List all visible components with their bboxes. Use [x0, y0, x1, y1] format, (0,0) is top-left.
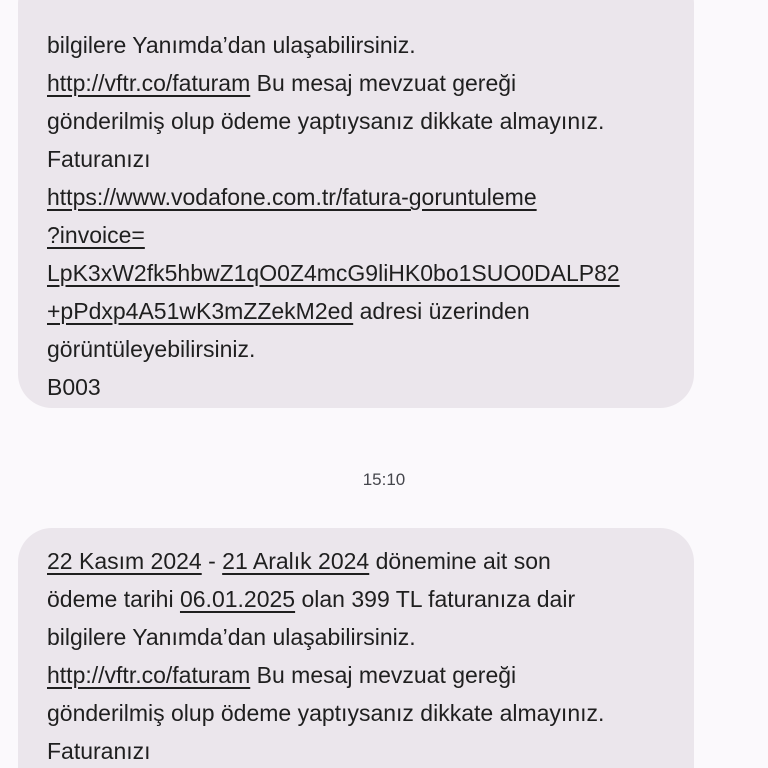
message-line — [47, 580, 684, 618]
message-text: ödeme tarihi — [47, 586, 180, 612]
message-text: Bu mesaj mevzuat gereği — [250, 70, 517, 96]
message-line: görüntüleyebilirsiniz. — [47, 336, 256, 362]
message-bubble-bottom[interactable] — [18, 528, 694, 768]
message-code: B003 — [47, 374, 101, 400]
message-line: gönderilmiş olup ödeme yaptıysanız dikkate almayınız. — [47, 108, 605, 134]
message-line: bilgilere Yanımda’dan ulaşabilirsiniz. — [47, 32, 416, 58]
message-line: Faturanızı — [47, 146, 151, 172]
message-line — [47, 64, 684, 102]
message-line: bilgilere Yanımda’dan ulaşabilirsiniz. — [47, 624, 416, 650]
message-line — [47, 216, 684, 254]
short-link[interactable]: http://vftr.co/faturam — [47, 662, 251, 688]
date-link[interactable]: 06.01.2025 — [179, 586, 296, 612]
message-line — [47, 292, 684, 330]
date-link[interactable]: 22 Kasım 2024 — [47, 548, 202, 574]
message-timestamp: 15:10 — [362, 470, 406, 489]
message-text: dönemine ait son — [369, 548, 551, 574]
message-text: Bu mesaj mevzuat gereği — [250, 662, 517, 688]
invoice-link[interactable]: LpK3xW2fk5hbwZ1qO0Z4mcG9liHK0bo1SUO0DALP82 — [47, 260, 620, 286]
message-text: olan 399 TL faturanıza dair — [295, 586, 576, 612]
date-link[interactable]: 21 Aralık 2024 — [222, 548, 370, 574]
message-line — [47, 178, 684, 216]
message-line — [47, 656, 684, 694]
invoice-link[interactable]: +pPdxp4A51wK3mZZekM2ed — [47, 298, 354, 324]
invoice-link[interactable]: https://www.vodafone.com.tr/fatura-goruntuleme — [47, 184, 537, 210]
message-line: gönderilmiş olup ödeme yaptıysanız dikkate almayınız. — [47, 700, 605, 726]
message-line — [47, 254, 684, 292]
message-bubble-top[interactable] — [18, 0, 694, 408]
message-line: Faturanızı — [47, 738, 151, 764]
short-link[interactable]: http://vftr.co/faturam — [47, 70, 251, 96]
message-text: - — [201, 548, 223, 574]
invoice-link[interactable]: ?invoice= — [47, 222, 145, 248]
message-text: adresi üzerinden — [353, 298, 530, 324]
message-line — [47, 542, 684, 580]
